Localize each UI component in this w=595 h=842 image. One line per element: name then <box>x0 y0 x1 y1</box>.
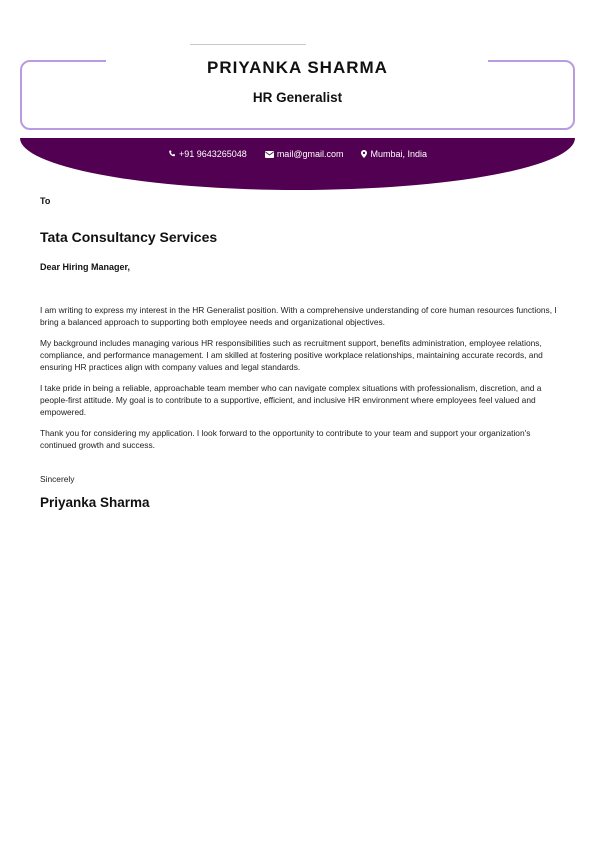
location-text: Mumbai, India <box>370 149 427 159</box>
signature-name: Priyanka Sharma <box>40 495 150 510</box>
email-text: mail@gmail.com <box>276 149 344 159</box>
contact-phone <box>168 149 247 159</box>
salutation: Dear Hiring Manager, <box>40 262 131 272</box>
body-paragraph: I take pride in being a reliable, approachable team member who can navigate complex situations with professionalism, discretion, and a people-first attitude. My goal is to contribute to a supportive, efficient, and inclusive HR environment where employees feel valued and empowered. <box>40 383 542 417</box>
contact-info <box>0 149 595 159</box>
phone-text: +91 9643265048 <box>178 149 247 159</box>
body-paragraph: Thank you for considering my application. I look forward to the opportunity to contribute to your team and support your organization's continued growth and success. <box>40 428 531 450</box>
top-divider <box>190 44 306 45</box>
letter-body <box>40 304 560 460</box>
contact-band <box>20 138 575 190</box>
body-paragraph: I am writing to express my interest in the HR Generalist position. With a comprehensive understanding of core human resources functions, I bring a balanced approach to supporting both employee needs and organizational objectives. <box>40 305 557 327</box>
phone-icon <box>168 150 176 158</box>
recipient-company: Tata Consultancy Services <box>40 229 218 245</box>
applicant-role: HR Generalist <box>252 90 343 105</box>
envelope-icon <box>265 151 274 158</box>
contact-email <box>265 149 344 159</box>
contact-location <box>361 149 427 159</box>
body-paragraph: My background includes managing various HR responsibilities such as recruitment support, benefits administration, employee relations, compliance, and performance management. I am skilled at fostering positive workplace relationships, maintaining accurate records, and ensuring HR practices align with company values and legal standards. <box>40 338 543 372</box>
closing: Sincerely <box>40 474 75 484</box>
map-marker-icon <box>361 150 367 158</box>
applicant-name: PRIYANKA SHARMA <box>207 58 388 77</box>
recipient-label: To <box>40 196 51 206</box>
